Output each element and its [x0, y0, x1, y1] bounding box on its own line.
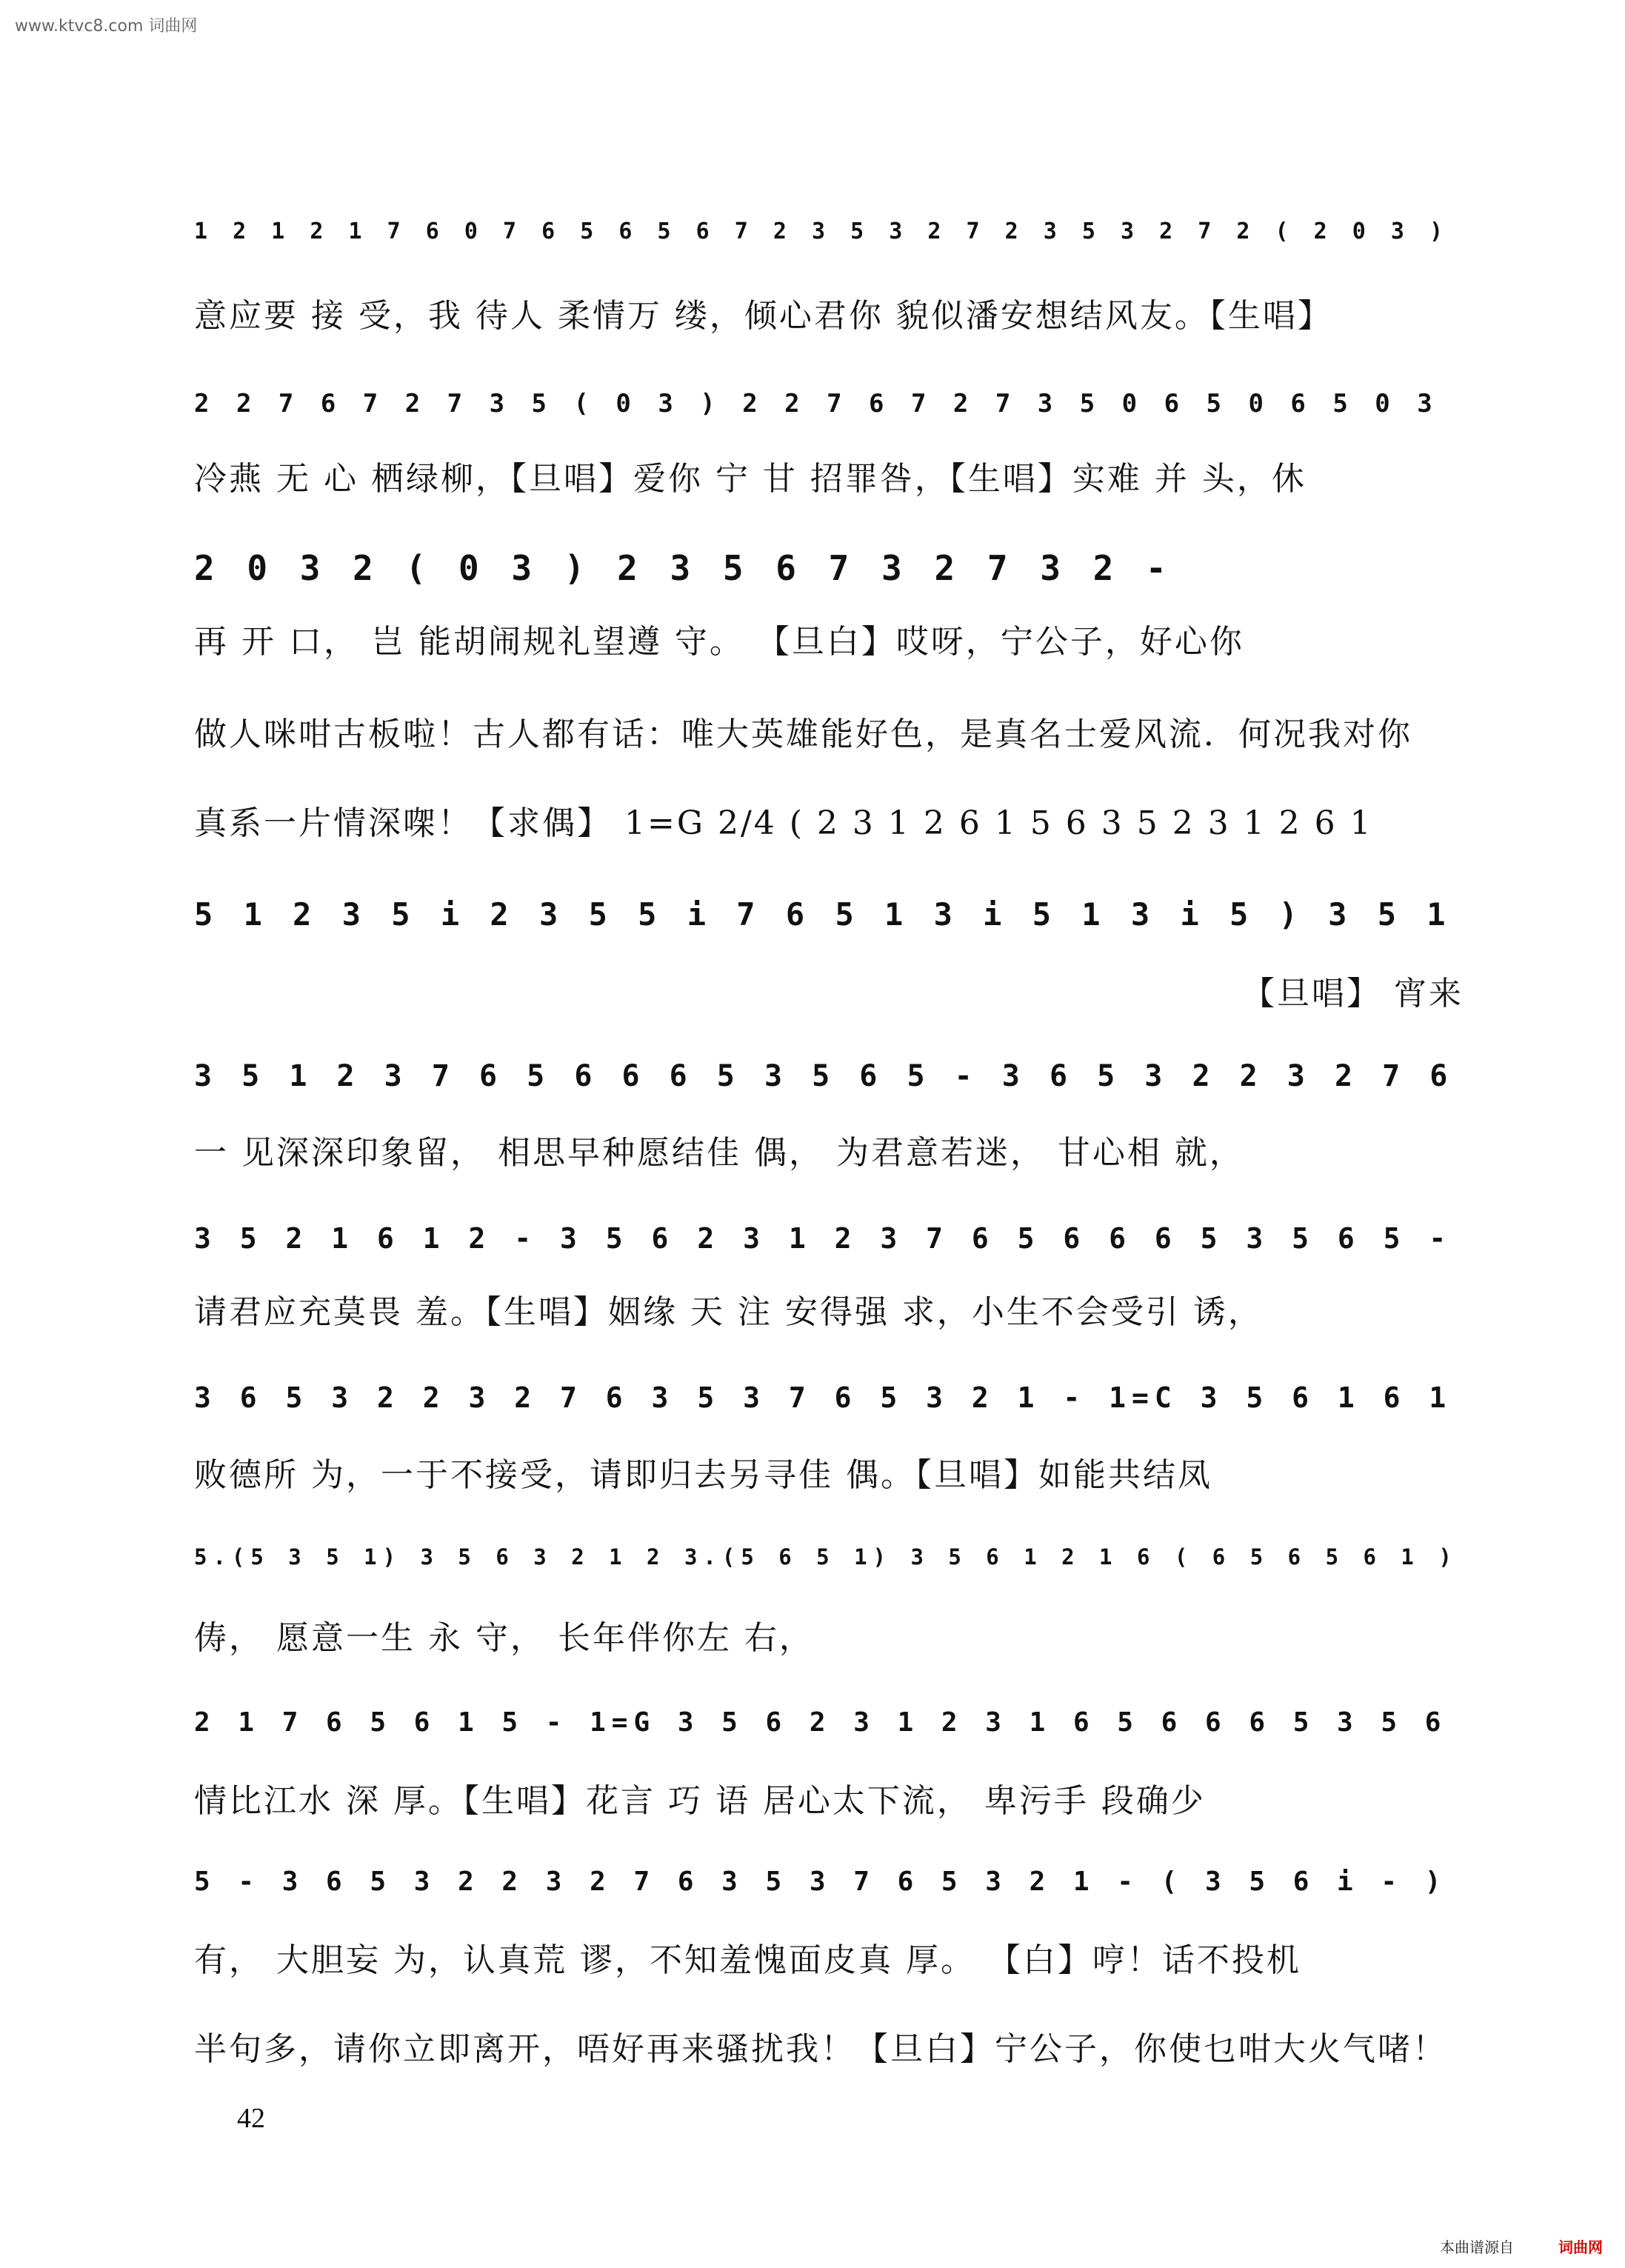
- spoken-line-3: 半句多，请你立即离开，唔好再来骚扰我！【旦白】宁公子，你使乜咁大火气啫！: [194, 2030, 1447, 2068]
- score-line-2: 2 2 7 6 7 2 7 3 5 ( 0 3 ) 2 2 7 6 7 2 7 3 5 0 6 5 0 6 5 0 3: [194, 389, 1438, 418]
- score-line-4: 5 1 2 3 5 i 2 3 5 5 i 7 6 5 1 3 i 5 1 3 i 5 ) 3 5 1: [194, 896, 1452, 933]
- score-line-6: 3 5 2 1 6 1 2 - 3 5 6 2 3 1 2 3 7 6 5 6 6 6 5 3 5 6 5 -: [194, 1222, 1452, 1255]
- score-line-1: 1 2 1 2 1 7 6 0 7 6 5 6 5 6 7 2 3 5 3 2 7 2 3 5 3 2 7 2 ( 2 0 3 ): [194, 219, 1449, 244]
- watermark: www.ktvc8.com 词曲网: [15, 17, 198, 36]
- score-line-3: 2 0 3 2 ( 0 3 ) 2 3 5 6 7 3 2 7 3 2 -: [194, 548, 1172, 588]
- lyric-line-6: 请君应充莫畏 羞。【生唱】姻缘 天 注 安得强 求，小生不会受引 诱，: [194, 1293, 1263, 1331]
- spoken-line-1: 做人咪咁古板啦！古人都有话：唯大英雄能好色，是真名士爱风流．何况我对你: [194, 716, 1412, 753]
- spoken-line-2: 真系一片情深㗎！【求偶】 1=G 2/4 ( 2 3 1 2 6 1 5 6 3 5 2 3 1 2 6 1: [194, 804, 1373, 842]
- score-line-8: 5.(5 3 5 1) 3 5 6 3 2 1 2 3.(5 6 5 1) 3 5 6 1 2 1 6 ( 6 5 6 5 6 1 ): [194, 1544, 1458, 1570]
- score-line-7: 3 6 5 3 2 2 3 2 7 6 3 5 3 7 6 5 3 2 1 - 1=C 3 5 6 1 6 1: [194, 1381, 1452, 1414]
- lyric-line-4: 【旦唱】 宵来: [1242, 975, 1464, 1013]
- lyric-line-8: 俦， 愿意一生 永 守， 长年伴你左 右，: [194, 1619, 814, 1657]
- score-line-10: 5 - 3 6 5 3 2 2 3 2 7 6 3 5 3 7 6 5 3 2 1 - ( 3 5 6 i - ): [194, 1867, 1447, 1897]
- lyric-line-9: 情比江水 深 厚。【生唱】花言 巧 语 居心太下流， 卑污手 段确少: [194, 1782, 1206, 1820]
- lyric-line-2: 冷燕 无 心 栖绿柳，【旦唱】爱你 宁 甘 招罪咎，【生唱】实难 并 头，休: [194, 460, 1307, 498]
- side-watermark-left: [7, 30, 24, 2237]
- page-number: 42: [237, 2103, 265, 2134]
- lyric-line-5: 一 见深深印象留， 相思早种愿结佳 偶， 为君意若迷， 甘心相 就，: [194, 1134, 1244, 1172]
- lyric-line-7: 败德所 为，一于不接受，请即归去另寻佳 偶。【旦唱】如能共结凤: [194, 1456, 1212, 1494]
- lyric-line-10: 有， 大胆妄 为，认真荒 谬，不知羞愧面皮真 厚。 【白】哼！话不投机: [194, 1941, 1301, 1979]
- footer-source: 本曲谱源自: [1440, 2238, 1514, 2256]
- lyric-line-1: 意应要 接 受，我 待人 柔情万 缕，倾心君你 貌似潘安想结风友。【生唱】: [194, 297, 1332, 335]
- footer-site-link[interactable]: 词曲网: [1558, 2238, 1603, 2256]
- lyric-line-3: 再 开 口， 岂 能胡闹规礼望遵 守。 【旦白】哎呀，宁公子，好心你: [194, 623, 1244, 661]
- side-watermark-right: [1601, 30, 1618, 2237]
- score-line-9: 2 1 7 6 5 6 1 5 - 1=G 3 5 6 2 3 1 2 3 1 6 5 6 6 6 5 3 5 6: [194, 1707, 1447, 1738]
- score-line-5: 3 5 1 2 3 7 6 5 6 6 6 5 3 5 6 5 - 3 6 5 3 2 2 3 2 7 6: [194, 1059, 1454, 1093]
